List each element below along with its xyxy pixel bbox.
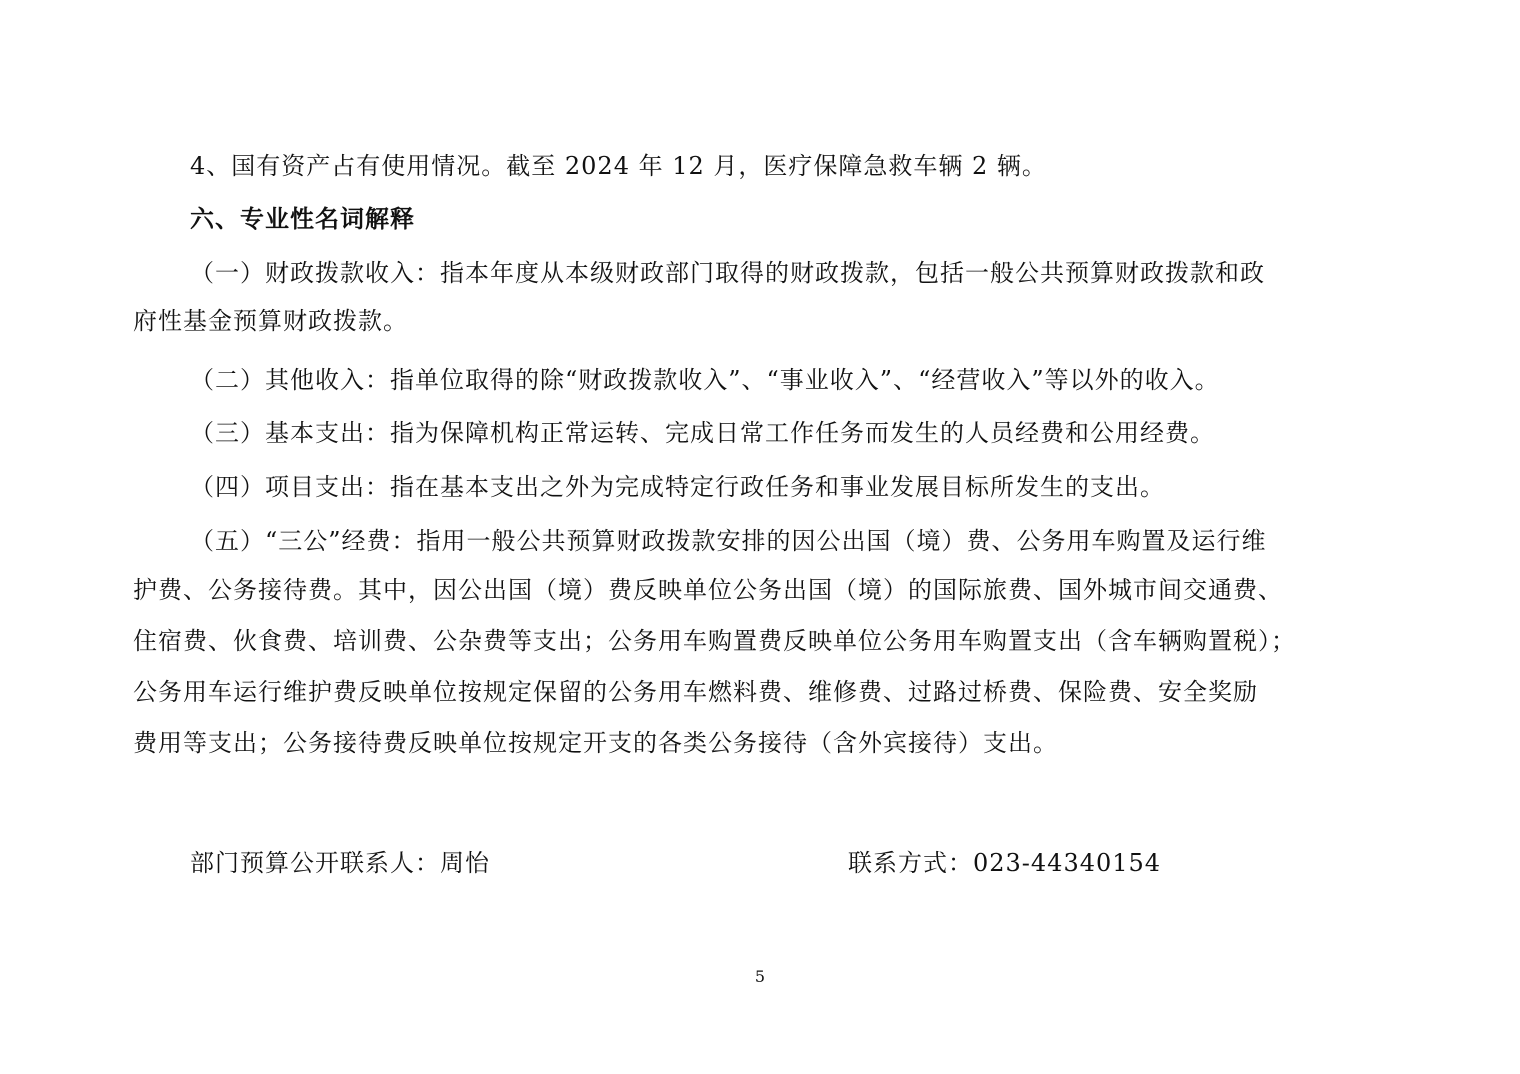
definition-fiscal-appropriation-line-2: 府性基金预算财政拨款。 xyxy=(133,307,408,335)
section-heading: 六、专业性名词解释 xyxy=(190,204,415,233)
page-number: 5 xyxy=(754,967,766,986)
assets-paragraph: 4、国有资产占有使用情况。截至 2024 年 12 月，医疗保障急救车辆 2 辆。 xyxy=(190,152,1047,180)
definition-other-income: （二）其他收入：指单位取得的除“财政拨款收入”、“事业收入”、“经营收入”等以外的收入。 xyxy=(190,366,1220,394)
definition-three-public-expenses-line-5: 费用等支出；公务接待费反映单位按规定开支的各类公务接待（含外宾接待）支出。 xyxy=(133,729,1058,757)
definition-three-public-expenses-line-3: 住宿费、伙食费、培训费、公杂费等支出；公务用车购置费反映单位公务用车购置支出（含车辆购置税）； xyxy=(133,627,1296,655)
definition-project-expenditure: （四）项目支出：指在基本支出之外为完成特定行政任务和事业发展目标所发生的支出。 xyxy=(190,473,1165,501)
definition-three-public-expenses-line-1: （五）“三公”经费：指用一般公共预算财政拨款安排的因公出国（境）费、公务用车购置及运行维 xyxy=(190,527,1267,555)
definition-fiscal-appropriation-line-1: （一）财政拨款收入：指本年度从本级财政部门取得的财政拨款，包括一般公共预算财政拨款和政 xyxy=(190,259,1265,287)
definition-basic-expenditure: （三）基本支出：指为保障机构正常运转、完成日常工作任务而发生的人员经费和公用经费。 xyxy=(190,419,1215,447)
contact-phone: 联系方式：023-44340154 xyxy=(848,849,1162,877)
definition-three-public-expenses-line-4: 公务用车运行维护费反映单位按规定保留的公务用车燃料费、维修费、过路过桥费、保险费、安全奖励 xyxy=(133,678,1258,706)
contact-person: 部门预算公开联系人：周怡 xyxy=(190,849,490,877)
definition-three-public-expenses-line-2: 护费、公务接待费。其中，因公出国（境）费反映单位公务出国（境）的国际旅费、国外城市间交通费、 xyxy=(133,576,1283,604)
